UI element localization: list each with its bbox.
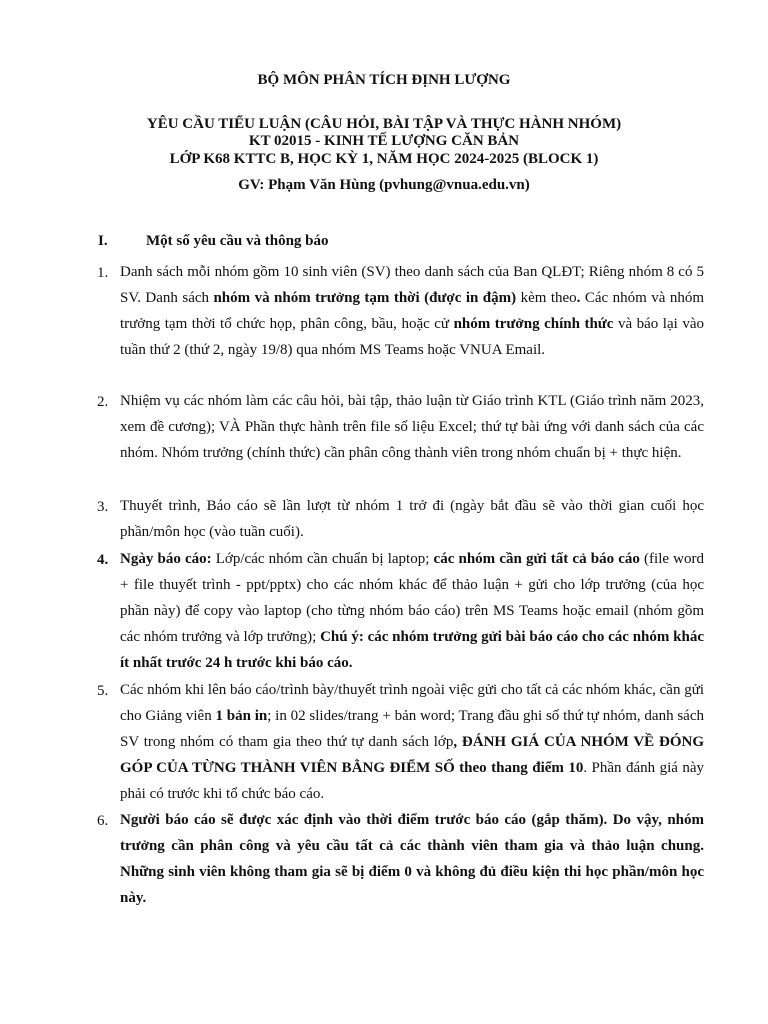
list-item <box>120 259 704 363</box>
text-run: Danh sách mỗi nhóm gồm 10 sinh viên (SV) theo danh sách của Ban QLĐT; Riêng nhóm 8 có 5 SV. Danh sách <box>120 264 704 306</box>
bold-text-run: nhóm và nhóm trưởng tạm thời (được in đậm) <box>213 290 517 306</box>
bold-text-run: Người báo cáo sẽ được xác định vào thời điểm trước báo cáo (gắp thăm). Do vậy, nhóm trưởng cần phân công và yêu cầu tất cả các thành viên tham gia và thảo luận chung. Những sinh viên không tham gia sẽ bị điểm 0 và không đủ điều kiện thi học phần/môn học này. <box>120 812 704 906</box>
document-title-line-3: LỚP K68 KTTC B, HỌC KỲ 1, NĂM HỌC 2024-2025 (BLOCK 1) <box>169 151 599 167</box>
list-item-number: 1. <box>97 265 109 281</box>
text-run: Lớp/các nhóm cần chuẩn bị laptop; <box>211 551 434 567</box>
text-run: ; in 02 slides/trang + bản word; Trang đầu ghi số thứ tự nhóm, danh sách SV trong nhóm có tham gia theo thứ tự danh sách lớp <box>120 708 704 750</box>
list-item <box>120 546 704 676</box>
department-heading: BỘ MÔN PHÂN TÍCH ĐỊNH LƯỢNG <box>257 72 511 88</box>
document-title-line-2: KT 02015 - KINH TẾ LƯỢNG CĂN BẢN <box>248 133 520 149</box>
list-item <box>120 388 704 466</box>
list-item <box>120 493 704 545</box>
text-run: Nhiệm vụ các nhóm làm các câu hỏi, bài tập, thảo luận từ Giáo trình KTL (Giáo trình năm 2023, xem đề cương); VÀ Phần thực hành trên file số liệu Excel; thứ tự bài ứng với danh sách của các nhóm. Nhóm trưởng (chính thức) cần phân công thành viên trong nhóm chuẩn bị + thực hiện. <box>120 393 704 461</box>
bold-text-run: . <box>576 290 581 306</box>
bold-text-run: 1 bản in <box>215 708 268 724</box>
bold-text-run: , ĐÁNH GIÁ CỦA NHÓM VỀ ĐÓNG GÓP CỦA TỪNG THÀNH VIÊN BẰNG ĐIỂM SỐ theo thang điểm 10 <box>120 734 704 776</box>
text-run: Thuyết trình, Báo cáo sẽ lần lượt từ nhóm 1 trở đi (ngày bắt đầu sẽ vào thời gian cuối học phần/môn học (vào tuần cuối). <box>120 498 704 540</box>
list-item-number: 3. <box>97 499 109 515</box>
text-run: kèm theo <box>516 290 577 306</box>
bold-text-run: Ngày báo cáo: <box>120 551 212 567</box>
list-item-number: 5. <box>97 683 109 699</box>
bold-text-run: các nhóm cần gửi tất cả báo cáo <box>433 551 640 567</box>
bold-text-run: nhóm trưởng chính thức <box>453 316 614 332</box>
list-item <box>120 677 704 807</box>
list-item-number: 6. <box>97 813 109 829</box>
text-run: (file word + file thuyết trình - ppt/pptx) cho các nhóm khác để thảo luận + gửi cho lớp trưởng (của học phần này) để copy vào laptop (cho từng nhóm báo cáo) trên MS Teams hoặc email (nhóm gồm các nhóm trưởng và lớp trưởng); <box>120 551 704 645</box>
section-number: I. <box>98 233 108 249</box>
document-title-line-1: YÊU CẦU TIỂU LUẬN (CÂU HỎI, BÀI TẬP VÀ THỰC HÀNH NHÓM) <box>146 116 622 132</box>
bold-text-run: Chú ý: các nhóm trưởng gửi bài báo cáo cho các nhóm khác ít nhất trước 24 h trước khi báo cáo. <box>120 629 704 671</box>
text-run: và báo lại vào tuần thứ 2 (thứ 2, ngày 19/8) qua nhóm MS Teams hoặc VNUA Email. <box>120 316 704 358</box>
text-run: Các nhóm khi lên báo cáo/trình bày/thuyết trình ngoài việc gửi cho tất cả các nhóm khác, cần gửi cho Giảng viên <box>120 682 704 724</box>
text-run: . Phần đánh giá này phải có trước khi tổ chức báo cáo. <box>120 760 705 802</box>
list-item-number: 4. <box>97 552 109 568</box>
list-item <box>120 807 704 911</box>
lecturer-line: GV: Phạm Văn Hùng (pvhung@vnua.edu.vn) <box>238 177 530 193</box>
text-run: Các nhóm và nhóm trưởng tạm thời tổ chức họp, phân công, bầu, hoặc cử <box>120 290 705 332</box>
section-title: Một số yêu cầu và thông báo <box>146 233 329 249</box>
list-item-number: 2. <box>97 394 109 410</box>
